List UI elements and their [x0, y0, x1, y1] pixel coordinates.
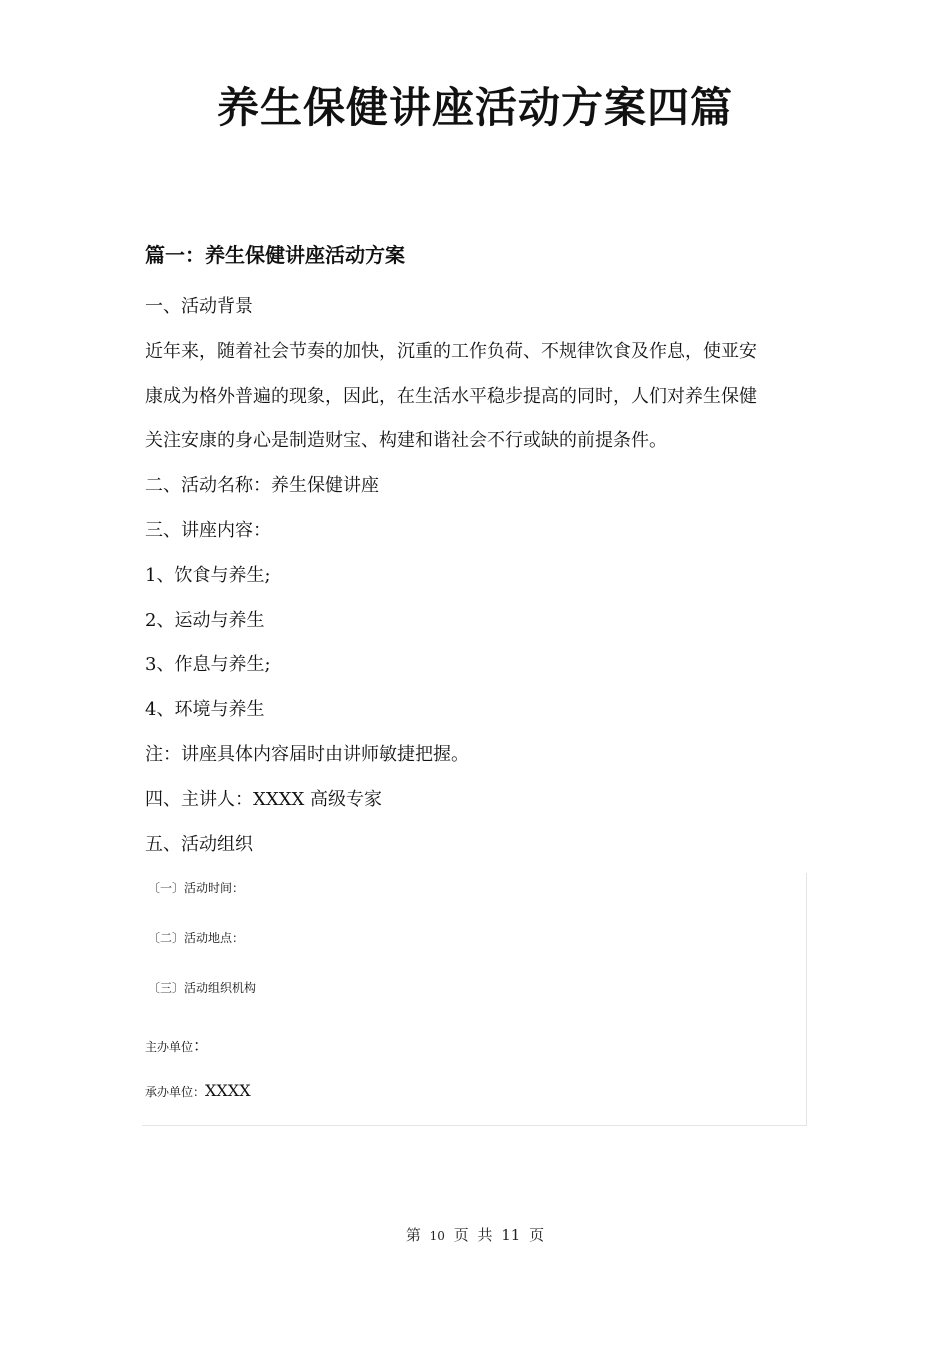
- organizer-unit-value: XXXX: [205, 1081, 251, 1100]
- document-body: [145, 289, 805, 871]
- host-unit-line: [145, 1033, 209, 1056]
- activity-name: 二、活动名称：养生保健讲座: [145, 475, 379, 497]
- list-item: 3、作息与养生;: [145, 654, 271, 676]
- note-line: 注：讲座具体内容届时由讲师敏捷把握。: [145, 743, 469, 765]
- footer-prefix: 第: [405, 1226, 421, 1244]
- paragraph-line: 康成为格外普遍的现象，因此，在生活水平稳步提高的同时，人们对养生保健: [145, 385, 757, 407]
- organization-block: [142, 873, 807, 1126]
- section-heading: 篇一：养生保健讲座活动方案: [145, 243, 405, 267]
- heading-activity-organization: 五、活动组织: [145, 833, 253, 855]
- list-item: 4、环境与养生: [145, 699, 265, 721]
- footer-middle: 页 共: [453, 1226, 493, 1244]
- host-unit-label: 主办单位: [145, 1040, 194, 1054]
- footer-suffix: 页: [529, 1226, 545, 1244]
- heading-activity-background: 一、活动背景: [145, 296, 253, 317]
- activity-time-label: 〔一〕活动时间：: [148, 881, 245, 895]
- footer-total-pages: 11: [501, 1226, 521, 1244]
- paragraph-line: 关注安康的身心是制造财宝、构建和谐社会不行或缺的前提条件。: [145, 430, 667, 452]
- speaker-line: 四、主讲人：XXXX 高级专家: [145, 788, 382, 810]
- list-item: 2、运动与养生: [145, 609, 265, 631]
- organizer-unit-label: 承办单位：: [145, 1085, 206, 1099]
- footer-page-number: 10: [429, 1229, 445, 1243]
- page-footer: [0, 1224, 950, 1245]
- document-title: 养生保健讲座活动方案四篇: [216, 83, 733, 132]
- organization-structure-label: 〔三〕活动组织机构: [148, 981, 257, 995]
- host-unit-colon: ：: [193, 1036, 210, 1055]
- paragraph-line: 近年来，随着社会节奏的加快，沉重的工作负荷、不规律饮食及作息，使亚安: [145, 340, 757, 362]
- list-item: 1、饮食与养生;: [145, 564, 271, 586]
- activity-place-label: 〔二〕活动地点：: [148, 931, 245, 945]
- organizer-unit-line: [145, 1081, 251, 1100]
- heading-lecture-content: 三、讲座内容：: [145, 519, 271, 541]
